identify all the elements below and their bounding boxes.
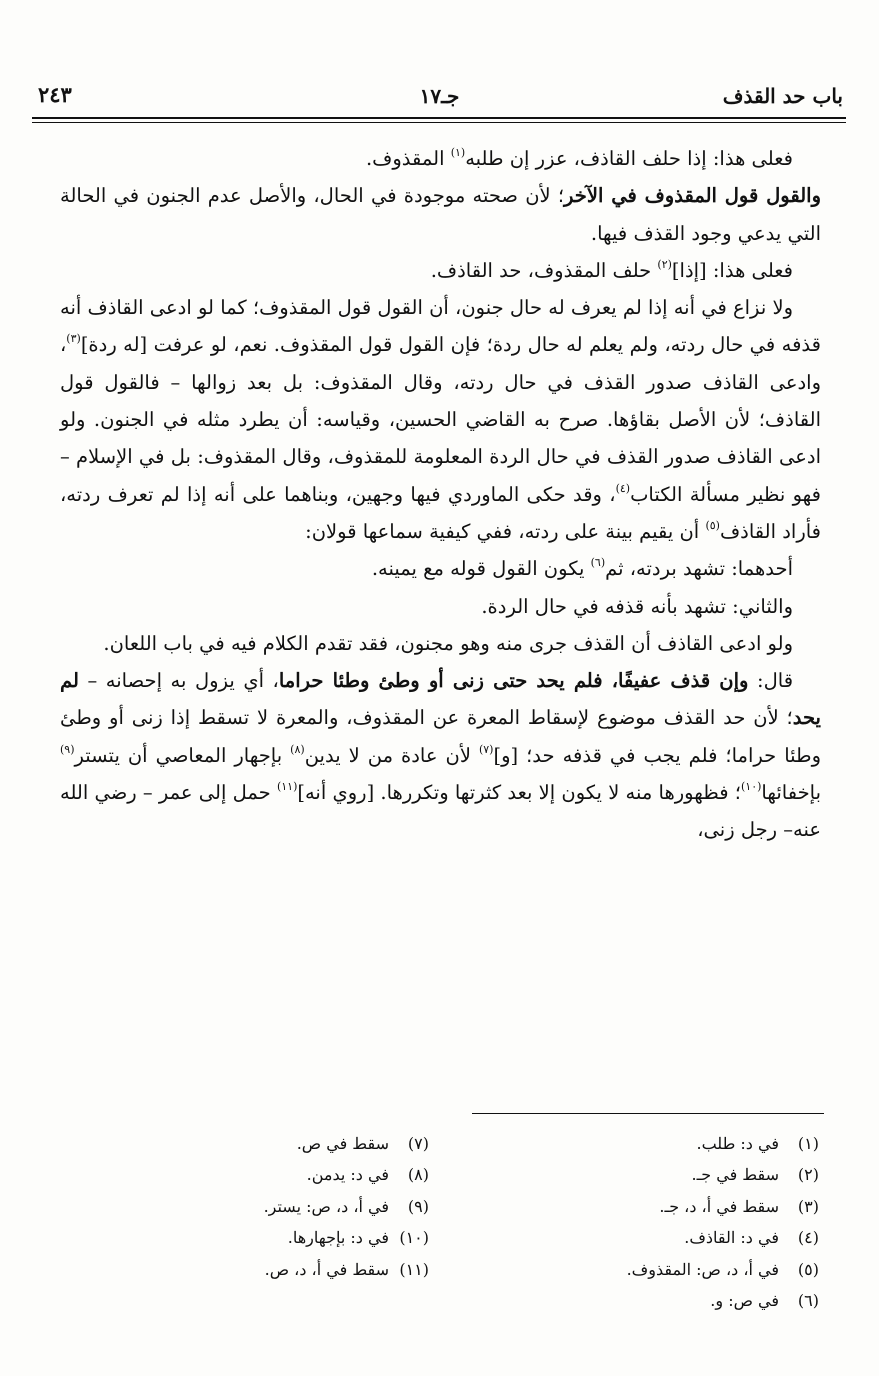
footnote-ref: (٦) xyxy=(590,556,606,570)
footnote-text: في د: يدمن. xyxy=(306,1165,389,1185)
text-run: ، وادعى القاذف صدور القذف في حال ردته، وقال المقذوف: بل بعد زوالها – فالقول قول القاذف؛ لأن الأصل بقاؤها. صرح به القاضي الحسين، وقياسه: أن يطرد مثله في الجنون. ولو ادعى القاذف صدور القذف في حال الردة المعلومة للمقذوف، وقال المقذوف: بل في الإسلام – فهو نظير مسألة الكتاب xyxy=(60,333,821,506)
running-header xyxy=(30,80,849,114)
footnote-text: في أ، د، ص: يستر. xyxy=(263,1196,389,1216)
text-run: بإجهار المعاصي أن يتستر xyxy=(74,743,291,767)
footnote-text: في أ، د، ص: المقذوف. xyxy=(626,1259,779,1279)
footnote-text: في ص: و. xyxy=(710,1291,779,1311)
text-run: ؛ فظهورها منه لا يكون إلا بعد كثرتها وتكررها. [روي أنه] xyxy=(297,781,741,805)
paragraph xyxy=(60,662,821,848)
footnote-text: سقط في أ، د، جـ. xyxy=(659,1196,779,1216)
footnote-text: في د: بإجهارها. xyxy=(287,1228,389,1248)
footnote-ref: (١٠) xyxy=(740,780,762,794)
footnote-ref: (٨) xyxy=(290,742,305,756)
paragraph xyxy=(60,550,821,587)
bold-text: وإن قذف عفيفًا، فلم يحد حتى زنى أو وطئ وطئا حراما xyxy=(278,669,749,693)
text-run: ، وقد حكى الماوردي فيها وجهين، وبناهما على أنه إذا لم تعرف ردته، فأراد القاذف xyxy=(60,482,821,543)
footnote-number: (٩) xyxy=(407,1196,429,1216)
text-run: ولا نزاع في أنه إذا لم يعرف له حال جنون، أن القول قول المقذوف؛ كما لو ادعى القاذف أنه قذفه في حال ردته، ولم يعلم له حال ردة؛ فإن القول قول المقذوف. نعم، لو عرفت [له ردة] xyxy=(60,296,821,357)
footnote-text: سقط في ص. xyxy=(296,1134,389,1153)
footnote xyxy=(69,1159,429,1190)
footnote-ref: (٩) xyxy=(60,742,75,756)
footnote xyxy=(459,1159,819,1190)
text-run: ، أي يزول به إحصانه – xyxy=(78,669,279,693)
footnote-number: (٧) xyxy=(407,1134,429,1153)
footnote-text: سقط في أ، د، ص. xyxy=(264,1259,389,1279)
footnote-ref: (١١) xyxy=(276,780,298,794)
paragraph xyxy=(60,625,821,662)
footnote-ref: (٥) xyxy=(705,518,720,532)
text-run: ؛ لأن حد القذف موضوع لإسقاط المعرة عن المقذوف، والمعرة لا تسقط إذا زنى أو وطئ وطئا حراما؛ فلم يجب في قذفه حد؛ [و] xyxy=(60,706,821,767)
footnote xyxy=(69,1222,429,1253)
volume-label: جـ١٧ xyxy=(419,84,460,108)
paragraph xyxy=(60,177,821,252)
footnote xyxy=(69,1191,429,1222)
text-run: يكون القول قوله مع يمينه. xyxy=(371,557,591,581)
footnote xyxy=(69,1254,429,1285)
text-run: ؛ لأن صحته موجودة في الحال، والأصل عدم الجنون في الحالة التي يدعي وجود القذف فيها. xyxy=(60,184,821,245)
text-run: أحدهما: تشهد بردته، ثم xyxy=(605,557,793,581)
text-run: المقذوف. xyxy=(365,147,451,170)
text-run: ولو ادعى القاذف أن القذف جرى منه وهو مجنون، فقد تقدم الكلام فيه في باب اللعان. xyxy=(103,631,793,655)
footnote-ref: (٢) xyxy=(657,257,672,271)
header-rule-thick xyxy=(32,117,846,119)
footnote xyxy=(459,1128,819,1159)
footnote-text: في د: القاذف. xyxy=(684,1228,779,1248)
footnote-ref: (٤) xyxy=(615,481,631,495)
footnote xyxy=(459,1191,819,1222)
paragraph xyxy=(60,289,821,550)
footnote-number: (٣) xyxy=(797,1196,819,1216)
footnote xyxy=(459,1254,819,1285)
footnote-text: سقط في جـ. xyxy=(691,1165,779,1185)
page-number: ٢٤٣ xyxy=(38,82,72,107)
bold-text: لم يحد xyxy=(60,669,821,730)
footnotes-column-left xyxy=(69,1128,429,1285)
text-run: بإخفائها xyxy=(761,781,821,805)
footnote-number: (٨) xyxy=(407,1165,429,1185)
text-run: فعلى هذا: [إذا] xyxy=(671,258,793,282)
text-run: لأن عادة من لا يدين xyxy=(304,743,479,767)
main-text xyxy=(60,140,821,849)
paragraph xyxy=(60,588,821,625)
bold-text: والقول قول المقذوف في الآخر xyxy=(564,184,821,208)
text-run: حلف المقذوف، حد القاذف. xyxy=(430,258,658,282)
header-rule-thin xyxy=(32,122,846,123)
footnote-text: في د: طلب. xyxy=(696,1134,779,1153)
footnote-ref: (٧) xyxy=(478,742,494,756)
footnotes-column-right xyxy=(459,1128,819,1316)
footnote-number: (٢) xyxy=(797,1165,819,1185)
text-run: حمل إلى عمر – رضي الله عنه– رجل زنى، xyxy=(60,781,821,842)
footnote xyxy=(459,1222,819,1253)
footnote-number: (١١) xyxy=(399,1259,429,1279)
footnote-number: (١) xyxy=(797,1134,819,1153)
footnote-separator xyxy=(472,1113,824,1114)
footnote-number: (٦) xyxy=(797,1291,819,1311)
text-run: والثاني: تشهد بأنه قذفه في حال الردة. xyxy=(481,594,793,618)
footnote-number: (٤) xyxy=(797,1228,819,1248)
text-run: فعلى هذا: إذا حلف القاذف، عزر إن طلبه xyxy=(465,147,793,170)
text-run: أن يقيم بينة على ردته، ففي كيفية سماعها قولان: xyxy=(305,519,706,543)
footnote-ref: (١) xyxy=(450,146,466,159)
footnote-number: (٥) xyxy=(797,1259,819,1279)
chapter-title: باب حد القذف xyxy=(722,84,843,108)
text-run: قال: xyxy=(748,669,794,693)
footnote-number: (١٠) xyxy=(399,1228,429,1248)
paragraph xyxy=(60,252,821,289)
footnote xyxy=(69,1128,429,1159)
paragraph xyxy=(60,140,821,177)
footnote-ref: (٣) xyxy=(66,332,81,346)
footnote xyxy=(459,1285,819,1316)
